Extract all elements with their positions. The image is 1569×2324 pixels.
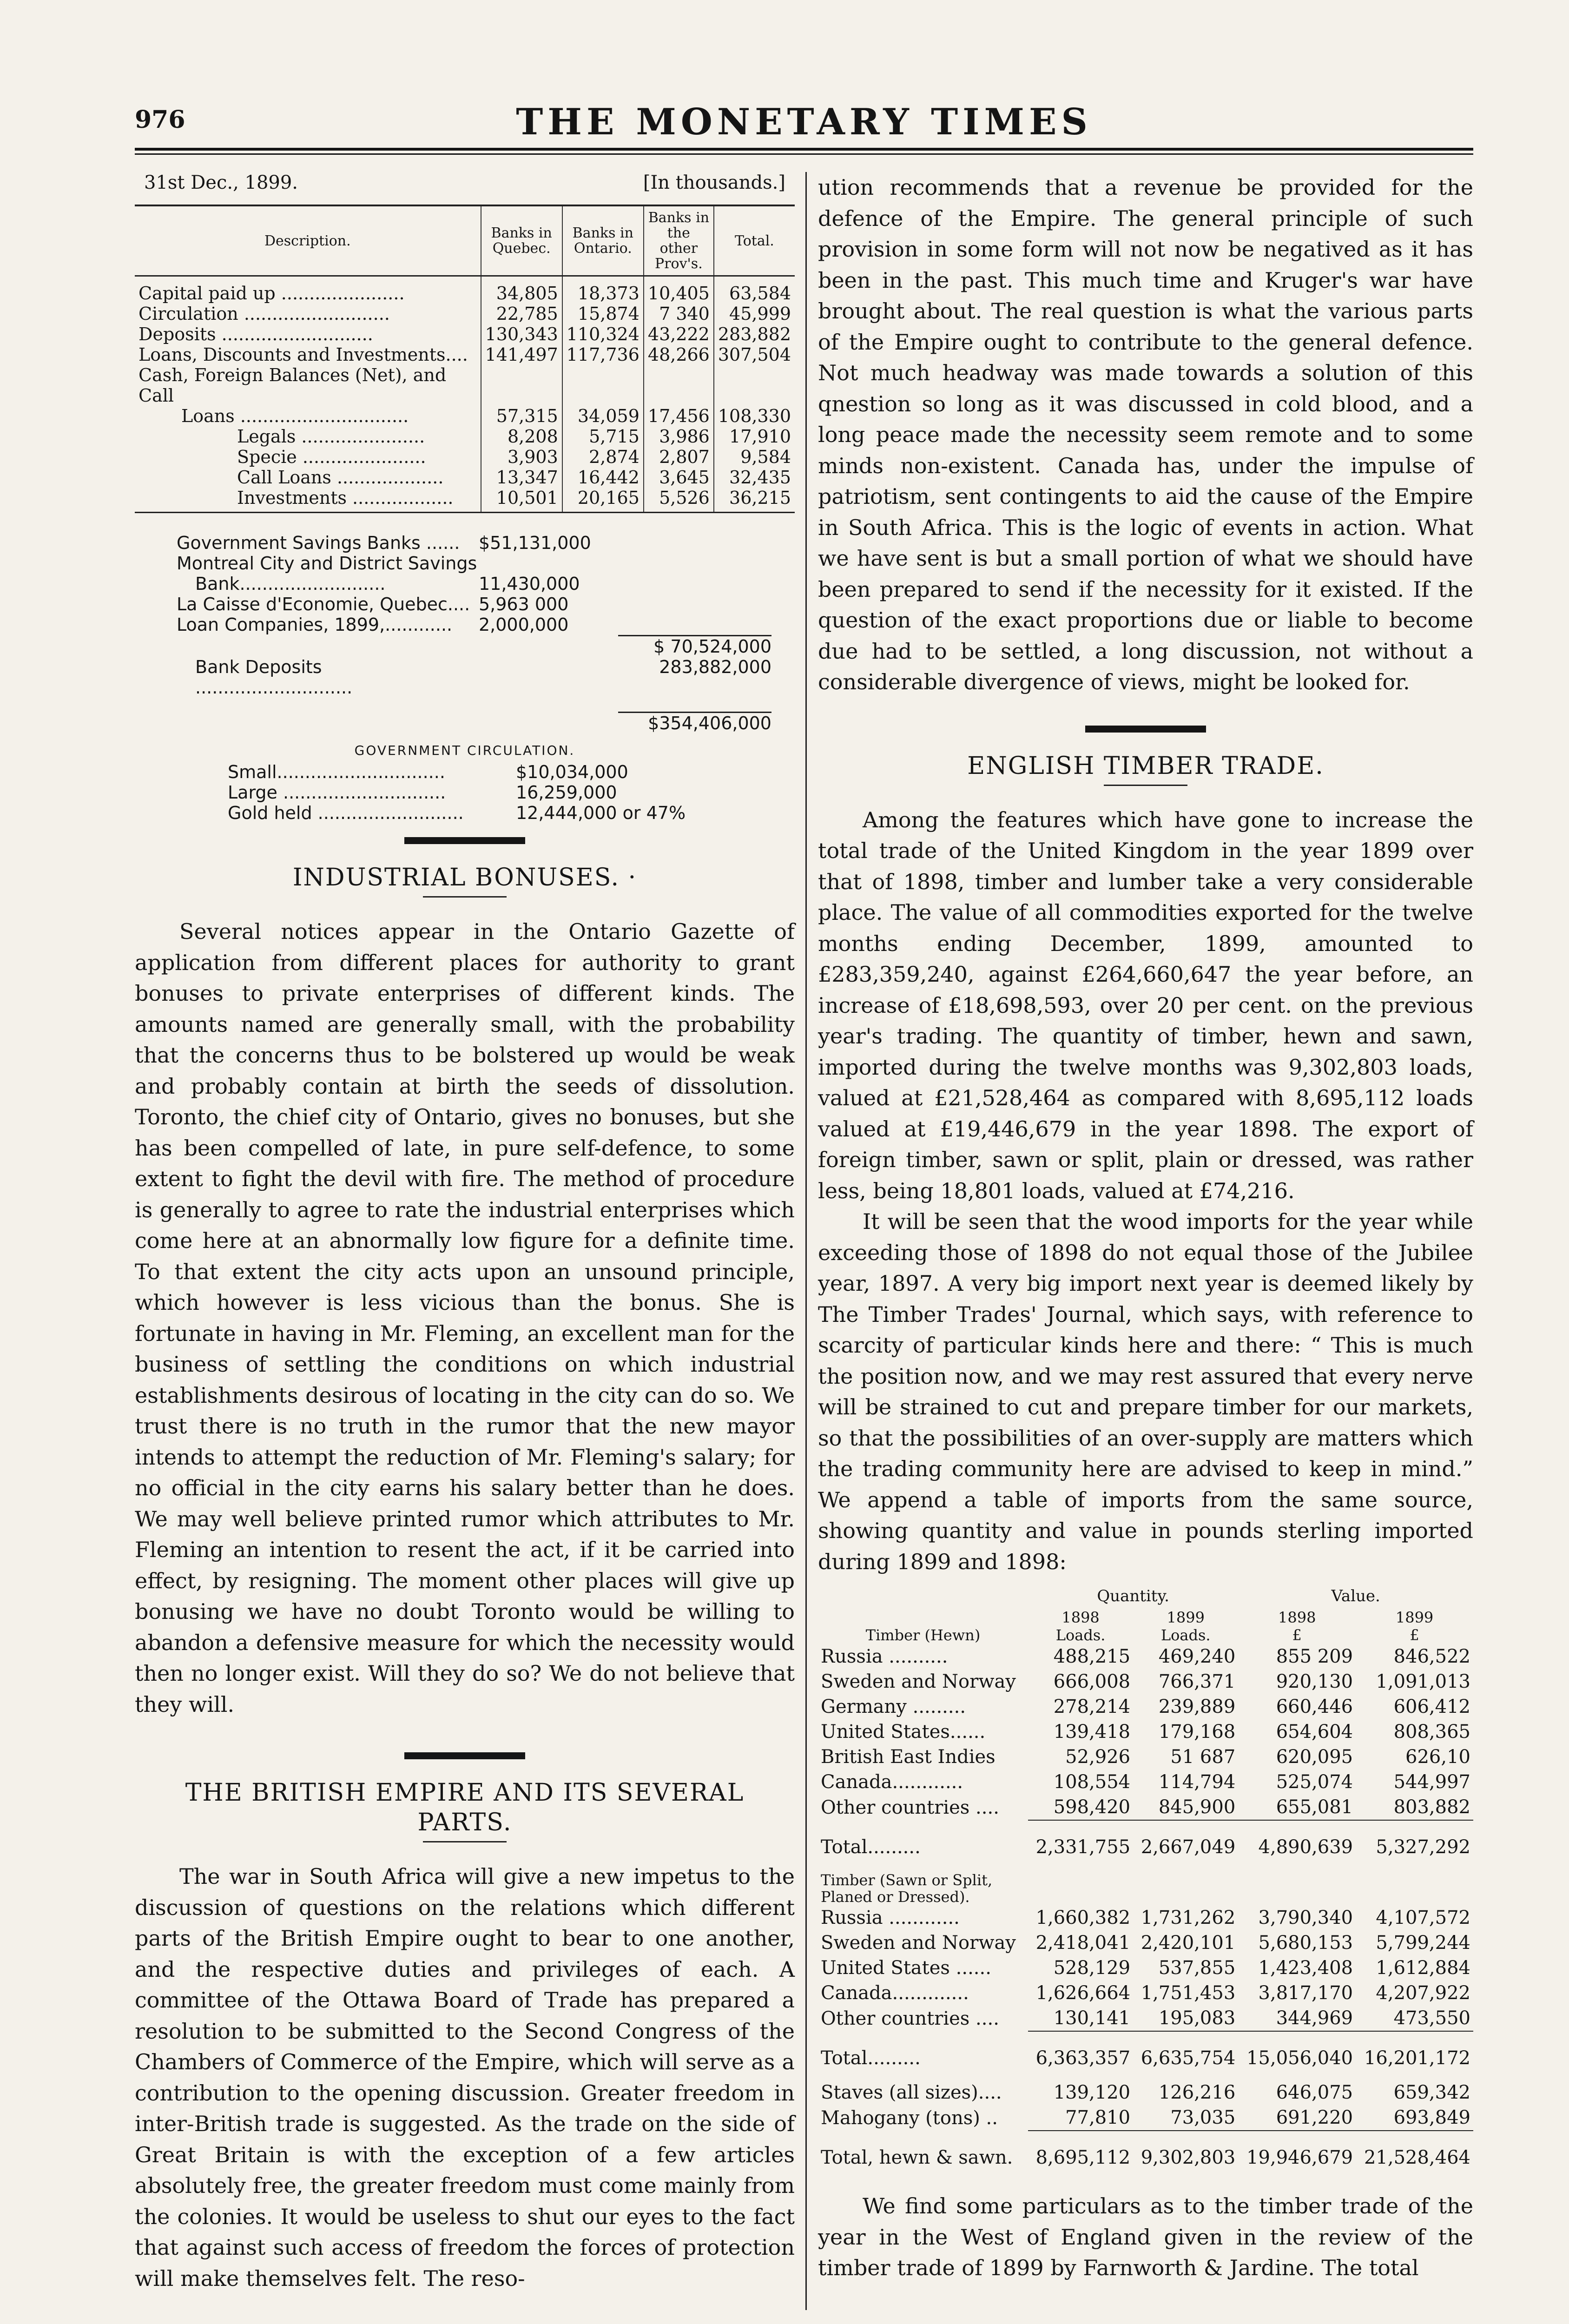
savings-value <box>479 635 618 657</box>
sawn-section-header <box>818 1869 1473 1905</box>
timber-units-row <box>818 1626 1473 1644</box>
timber-row-value: 855 209 <box>1276 1646 1353 1667</box>
savings-value: 5,963 000 <box>479 594 569 614</box>
savings-label: Bank.......................... <box>195 574 386 594</box>
timber-row-value: 139,120 <box>1053 2082 1131 2103</box>
savings-row <box>135 553 795 574</box>
section-rule <box>404 1752 525 1759</box>
timber-row-value: 528,129 <box>1053 1957 1131 1979</box>
other-timber-row <box>818 2105 1473 2131</box>
timber-row-value: 655,081 <box>1276 1796 1353 1818</box>
timber-row-value: 16,201,172 <box>1356 2031 1473 2080</box>
hewn-timber-row <box>818 1795 1473 1820</box>
timber-row-label: United States ...... <box>821 1957 991 1979</box>
row-value: 45,999 <box>714 304 795 324</box>
timber-row-label: United States...... <box>821 1721 986 1743</box>
section-rule <box>404 837 525 844</box>
sawn-timber-row <box>818 2006 1473 2031</box>
running-head: THE MONETARY TIMES <box>516 101 1092 143</box>
unit-pounds-1898: £ <box>1292 1626 1302 1644</box>
timber-row-value: 130,141 <box>1053 2007 1131 2029</box>
hewn-timber-row <box>818 1769 1473 1795</box>
row-value <box>714 365 795 406</box>
column-header-ontario: Banks in Ontario. <box>562 205 644 276</box>
row-value: 5,526 <box>644 488 714 513</box>
row-value <box>562 365 644 406</box>
row-value: 110,324 <box>562 324 644 344</box>
savings-label: Loan Companies, 1899,............ <box>177 614 453 635</box>
row-value: 34,805 <box>481 276 562 304</box>
row-description: Loans .............................. <box>181 406 409 426</box>
hewn-timber-row <box>818 1744 1473 1769</box>
hewn-timber-total-row <box>818 1820 1473 1869</box>
timber-row-value: 666,008 <box>1053 1671 1131 1692</box>
column-header-other-provinces: Banks in the other Prov's. <box>644 205 714 276</box>
timber-row-label: British East Indies <box>821 1746 995 1768</box>
industrial-bonuses-text: Several notices appear in the Ontario Gazette of application from different places for authority to grant bonuses to private enterprises of different kinds. The amounts named are generally small, with the probability that the concerns thus to be bolstered up would be weak and probably contain at birth the seeds of dissolution. Toronto, the chief city of Ontario, gives no bonuses, but she has been compelled of late, in pure self-defence, to some extent to fight the devil with fire. The method of procedure is generally to agree to rate the industrial enterprises which come here at an abnormally low figure for a definite time. To that extent the city acts upon an unsound principle, which however is less vicious than the bonus. She is fortunate in having in Mr. Fleming, an excellent man for the business of settling the conditions on which industrial establishments desirous of locating in the city can do so. We trust there is no truth in the rumor that the new mayor intends to attempt the reduction of Mr. Fleming's salary; for no official in the city earns his salary better than he does. We may well believe printed rumor which attributes to Mr. Fleming an intention to resent the act, if it be carried into effect, by resigning. The moment other places will give up bonusing we have no doubt Toronto would be willing to abandon a defensive measure for which the necessity would then no longer exist. Will they do so? We do not believe that they will. <box>135 919 795 1717</box>
row-description: Investments .................. <box>135 488 481 513</box>
value-group-label: Value. <box>1331 1587 1380 1605</box>
timber-row-value: 2,667,049 <box>1133 1820 1238 1869</box>
row-value: 5,715 <box>562 426 644 447</box>
bank-table-row <box>135 365 795 406</box>
savings-row <box>135 712 795 733</box>
timber-row-value: 15,056,040 <box>1238 2031 1356 2080</box>
sawn-timber-total-row <box>818 2031 1473 2080</box>
unit-loads-1898: Loads. <box>1055 1626 1106 1644</box>
timber-row-value: 3,790,340 <box>1258 1907 1353 1928</box>
british-empire-continued-text: ution recommends that a revenue be provided for the defence of the Empire. The general principle of such provision in some form will not now be negatived as it has been in the past. This much time and Kruger's war have brought about. The real question is what the various parts of the Empire ought to contribute to the general defence. Not much headway was made towards a solution of this qnestion so long as it was discussed in cold blood, and a long peace made the necessity seem remote and to some minds non-existent. Canada has, under the impulse of patriotism, sent contingents to aid the cause of the Empire in South Africa. This is the logic of events in action. What we have sent is but a small portion of what we should have been prepared to send if the necessity for it existed. If the question of the exact proportions due or liable to become due had to be settled, a long discussion, not without a considerable divergence of views, might be looked for. <box>818 175 1473 694</box>
column-header-description: Description. <box>135 205 481 276</box>
timber-row-value: 278,214 <box>1053 1696 1131 1717</box>
empty-cell <box>1238 1869 1356 1905</box>
empty-cell <box>1028 1869 1133 1905</box>
timber-row-value: 52,926 <box>1065 1746 1131 1768</box>
timber-row-value: 5,327,292 <box>1356 1820 1473 1869</box>
timber-row-value: 4,107,572 <box>1376 1907 1470 1928</box>
year-1898-quantity: 1898 <box>1061 1609 1100 1626</box>
title-underline <box>423 896 507 898</box>
savings-row <box>135 594 795 614</box>
timber-row-label: Canada............ <box>821 1771 963 1793</box>
timber-row-label: Canada............. <box>821 1982 969 2004</box>
savings-row <box>135 533 795 553</box>
timber-row-value: 239,889 <box>1158 1696 1236 1717</box>
row-value: 17,456 <box>644 406 714 426</box>
timber-row-value: 693,849 <box>1393 2107 1470 2128</box>
timber-row-value: 659,342 <box>1393 2082 1470 2103</box>
timber-row-value: 473,550 <box>1393 2007 1470 2029</box>
row-value: 36,215 <box>714 488 795 513</box>
timber-row-value: 606,412 <box>1393 1696 1470 1717</box>
timber-row-value: 691,220 <box>1276 2107 1353 2128</box>
column-header-total: Total. <box>714 205 795 276</box>
timber-row-value: 660,446 <box>1276 1696 1353 1717</box>
timber-row-label: Russia ............ <box>821 1907 960 1928</box>
government-circulation-row <box>135 803 795 823</box>
hewn-timber-row <box>818 1694 1473 1719</box>
timber-row-label: Total......... <box>821 1836 921 1858</box>
timber-group-header <box>818 1584 1473 1609</box>
header-rule-thin <box>135 153 1473 155</box>
right-column <box>818 172 1473 2284</box>
title-underline <box>423 1841 507 1842</box>
empty-cell <box>1356 1869 1473 1905</box>
savings-value <box>479 712 618 733</box>
savings-row <box>135 635 795 657</box>
savings-label <box>135 635 479 657</box>
timber-row-value: 1,751,453 <box>1140 1982 1236 2004</box>
timber-row-value: 626,10 <box>1405 1746 1470 1768</box>
government-circulation-row <box>135 782 795 803</box>
row-description: Call Loans ................... <box>237 467 444 488</box>
bank-statement-table <box>135 205 795 513</box>
year-1899-quantity: 1899 <box>1167 1609 1205 1626</box>
timber-row-label: Germany ......... <box>821 1696 966 1717</box>
timber-row-value: 4,207,922 <box>1376 1982 1470 2004</box>
timber-row-value: 469,240 <box>1158 1646 1236 1667</box>
page-number: 976 <box>135 106 185 134</box>
british-empire-text: The war in South Africa will give a new impetus to the discussion of questions on the relations which different parts of the British Empire ought to bear to one another, and the respective duties and privileges of each. A committee of the Ottawa Board of Trade has prepared a resolution to be submitted to the Second Congress of the Chambers of Commerce of the Empire, which will serve as a contribution to the opening discussion. Greater freedom in inter-British trade is suggested. As the trade on the side of Great Britain is with the exception of a few articles absolutely free, the greater freedom must come mainly from the colonies. It would be useless to shut our eyes to the fact that against such access of freedom the forces of protection will make themselves felt. The reso- <box>135 1864 795 2291</box>
timber-row-value: 73,035 <box>1170 2107 1236 2128</box>
timber-table-body <box>818 1584 1473 2179</box>
timber-row-label: Sweden and Norway <box>821 1671 1016 1692</box>
savings-total: $354,406,000 <box>618 712 771 733</box>
british-empire-title: THE BRITISH EMPIRE AND ITS SEVERAL PARTS. <box>185 1779 745 1836</box>
bank-table-row <box>135 447 795 467</box>
column-divider <box>805 172 807 2310</box>
row-value: 7 340 <box>644 304 714 324</box>
grand-total-row <box>818 2131 1473 2179</box>
row-value: 32,435 <box>714 467 795 488</box>
savings-value <box>479 553 618 574</box>
row-value: 3,645 <box>644 467 714 488</box>
hewn-timber-row <box>818 1669 1473 1694</box>
timber-row-label: Total, hewn & sawn. <box>821 2146 1013 2168</box>
government-circulation <box>135 762 795 823</box>
quantity-group-label: Quantity. <box>1097 1587 1169 1605</box>
bank-table-header-row <box>135 205 795 276</box>
row-value: 2,874 <box>562 447 644 467</box>
english-timber-trade-title: ENGLISH TIMBER TRADE. <box>967 752 1324 780</box>
row-value: 130,343 <box>481 324 562 344</box>
sawn-timber-row <box>818 1905 1473 1930</box>
bank-table-units: [In thousands.] <box>643 172 785 193</box>
savings-label: Bank Deposits ............................ <box>195 657 353 698</box>
timber-row-value: 5,680,153 <box>1258 1932 1353 1954</box>
timber-row-value: 598,420 <box>1053 1796 1131 1818</box>
section-rule <box>1085 726 1206 733</box>
savings-label: Montreal City and District Savings <box>177 553 477 574</box>
bank-table-row <box>135 426 795 447</box>
circulation-label: Small.............................. <box>228 762 445 782</box>
row-value: 10,501 <box>481 488 562 513</box>
savings-value: 2,000,000 <box>479 614 569 635</box>
timber-row-value: 126,216 <box>1158 2082 1236 2103</box>
timber-row-value: 139,418 <box>1053 1721 1131 1743</box>
timber-imports-table <box>818 1584 1473 2179</box>
timber-row-value: 620,095 <box>1276 1746 1353 1768</box>
savings-total <box>618 594 771 614</box>
savings-value: 11,430,000 <box>479 574 580 594</box>
bank-table-row <box>135 276 795 304</box>
timber-row-value: 1,626,664 <box>1035 1982 1131 2004</box>
timber-row-value: 646,075 <box>1276 2082 1353 2103</box>
savings-total <box>618 553 771 574</box>
other-timber-row <box>818 2080 1473 2105</box>
row-description: Loans, Discounts and Investments.... <box>138 344 468 365</box>
row-value: 43,222 <box>644 324 714 344</box>
row-description: Circulation .......................... <box>138 304 390 324</box>
timber-row-label: Other countries .... <box>821 1796 999 1818</box>
timber-row-value: 488,215 <box>1053 1646 1131 1667</box>
row-value: 9,584 <box>714 447 795 467</box>
left-column <box>135 172 795 2294</box>
bank-table-row <box>135 488 795 513</box>
row-value: 8,208 <box>481 426 562 447</box>
unit-loads-1899: Loads. <box>1160 1626 1211 1644</box>
timber-row-value: 766,371 <box>1158 1671 1236 1692</box>
row-value: 17,910 <box>714 426 795 447</box>
page-header <box>135 95 1473 142</box>
circulation-label: Gold held .......................... <box>228 803 464 823</box>
row-value: 10,405 <box>644 276 714 304</box>
savings-value <box>479 657 618 698</box>
row-value: 20,165 <box>562 488 644 513</box>
timber-row-value: 6,363,357 <box>1028 2031 1133 2080</box>
timber-row-value: 654,604 <box>1276 1721 1353 1743</box>
bank-table-row <box>135 406 795 426</box>
timber-years-row <box>818 1609 1473 1626</box>
savings-label: La Caisse d'Economie, Quebec.... <box>177 594 470 614</box>
row-value: 108,330 <box>714 406 795 426</box>
timber-row-value: 4,890,639 <box>1238 1820 1356 1869</box>
timber-row-value: 344,969 <box>1276 2007 1353 2029</box>
bank-table-row <box>135 344 795 365</box>
timber-row-value: 2,420,101 <box>1140 1932 1236 1954</box>
industrial-bonuses-title: INDUSTRIAL BONUSES. · <box>292 864 637 891</box>
bank-table-date: 31st Dec., 1899. <box>144 172 298 193</box>
sawn-section-label: Timber (Sawn or Split, Planed or Dressed). <box>821 1871 993 1906</box>
circulation-label: Large ............................. <box>228 782 446 803</box>
savings-summary <box>135 533 795 733</box>
row-value <box>481 365 562 406</box>
row-value: 15,874 <box>562 304 644 324</box>
bank-table-caption <box>135 172 795 205</box>
timber-row-value: 6,635,754 <box>1133 2031 1238 2080</box>
timber-paragraph-3: We find some particulars as to the timber trade of the year in the West of England given in the review of the timber trade of 1899 by Farnworth & Jardine. The total <box>818 2193 1473 2280</box>
header-rule <box>135 148 1473 151</box>
row-value: 2,807 <box>644 447 714 467</box>
timber-row-value: 51 687 <box>1170 1746 1236 1768</box>
savings-total: $ 70,524,000 <box>618 635 771 657</box>
timber-row-value: 1,612,884 <box>1376 1957 1470 1979</box>
row-value: 16,442 <box>562 467 644 488</box>
timber-row-value: 9,302,803 <box>1133 2131 1238 2179</box>
savings-total <box>618 574 771 594</box>
row-value: 13,347 <box>481 467 562 488</box>
row-value: 141,497 <box>481 344 562 365</box>
sawn-timber-row <box>818 1930 1473 1955</box>
column-header-quebec: Banks in Quebec. <box>481 205 562 276</box>
row-value: 3,986 <box>644 426 714 447</box>
savings-row <box>135 657 795 698</box>
timber-row-value: 1,660,382 <box>1035 1907 1131 1928</box>
timber-row-value: 920,130 <box>1276 1671 1353 1692</box>
savings-total <box>618 533 771 553</box>
timber-row-value: 179,168 <box>1158 1721 1236 1743</box>
timber-row-value: 195,083 <box>1158 2007 1236 2029</box>
timber-paragraph-2: It will be seen that the wood imports for the year while exceeding those of 1898 do not equal those of the Jubilee year, 1897. A very big import next year is deemed likely by The Timber Trades' Journal, which says, with reference to scarcity of particular kinds here and there: “ This is much the position now, and we may rest assured that every nerve will be strained to cut and prepare timber for our markets, so that the possibilities of an over-supply are matters which the trading community here are advised to keep in mind.” We append a table of imports from the same source, showing quantity and value in pounds sterling imported during 1899 and 1898: <box>818 1209 1473 1574</box>
timber-row-value: 21,528,464 <box>1356 2131 1473 2179</box>
savings-label <box>135 712 479 733</box>
timber-row-value: 544,997 <box>1393 1771 1470 1793</box>
timber-row-value: 108,554 <box>1053 1771 1131 1793</box>
row-value: 63,584 <box>714 276 795 304</box>
timber-row-value: 803,882 <box>1393 1796 1470 1818</box>
timber-row-value: 808,365 <box>1393 1721 1470 1743</box>
row-value: 283,882 <box>714 324 795 344</box>
bank-table-row <box>135 304 795 324</box>
title-underline <box>1104 785 1187 786</box>
row-value: 57,315 <box>481 406 562 426</box>
timber-paragraph-1: Among the features which have gone to increase the total trade of the United Kingdom in the year 1899 over that of 1898, timber and lumber take a very considerable place. The value of all commodities exported for the twelve months ending December, 1899, amounted to £283,359,240, against £264,660,647 the year before, an increase of £18,698,593, over 20 per cent. on the previous year's trading. The quantity of timber, hewn and sawn, imported during the twelve months was 9,302,803 loads, valued at £21,528,464 as compared with 8,695,112 loads valued at £19,446,679 in the year 1898. The export of foreign timber, sawn or split, plain or dressed, was rather less, being 18,801 loads, valued at £74,216. <box>818 807 1473 1203</box>
savings-row <box>135 614 795 635</box>
circulation-value: 16,259,000 <box>516 782 617 803</box>
row-description: Cash, Foreign Balances (Net), and Call <box>138 365 447 406</box>
sawn-timber-row <box>818 1955 1473 1981</box>
timber-row-value: 77,810 <box>1065 2107 1131 2128</box>
timber-row-label: Total......... <box>821 2047 921 2069</box>
row-description: Specie ...................... <box>237 447 426 467</box>
timber-row-label: Mahogany (tons) .. <box>821 2107 998 2129</box>
row-description: Capital paid up ...................... <box>138 283 405 304</box>
hewn-section-label: Timber (Hewn) <box>865 1626 981 1644</box>
savings-value: $51,131,000 <box>479 533 591 553</box>
government-circulation-title: GOVERNMENT CIRCULATION. <box>354 743 575 758</box>
bank-table-row <box>135 467 795 488</box>
savings-total: 283,882,000 <box>659 657 771 677</box>
timber-row-value: 537,855 <box>1158 1957 1236 1979</box>
savings-label: Government Savings Banks ...... <box>177 533 460 553</box>
timber-row-value: 846,522 <box>1393 1646 1470 1667</box>
row-value: 307,504 <box>714 344 795 365</box>
year-1899-value: 1899 <box>1395 1609 1434 1626</box>
sawn-timber-row <box>818 1981 1473 2006</box>
timber-row-value: 525,074 <box>1276 1771 1353 1793</box>
unit-pounds-1899: £ <box>1410 1626 1419 1644</box>
row-value: 48,266 <box>644 344 714 365</box>
row-description: Legals ...................... <box>237 426 425 447</box>
row-value: 117,736 <box>562 344 644 365</box>
bank-table-row <box>135 324 795 344</box>
empty-cell <box>1133 1869 1238 1905</box>
circulation-value: 12,444,000 or 47% <box>516 803 686 823</box>
timber-row-value: 8,695,112 <box>1028 2131 1133 2179</box>
bank-table-body <box>135 276 795 513</box>
timber-row-value: 114,794 <box>1158 1771 1236 1793</box>
year-1898-value: 1898 <box>1278 1609 1316 1626</box>
timber-row-value: 5,799,244 <box>1376 1932 1470 1954</box>
timber-row-label: Staves (all sizes).... <box>821 2082 1002 2103</box>
timber-row-value: 1,091,013 <box>1376 1671 1470 1692</box>
savings-row <box>135 574 795 594</box>
timber-row-value: 3,817,170 <box>1258 1982 1353 2004</box>
row-value <box>644 365 714 406</box>
savings-total <box>618 614 771 635</box>
government-circulation-row <box>135 762 795 782</box>
row-value: 18,373 <box>562 276 644 304</box>
timber-row-value: 1,423,408 <box>1258 1957 1353 1979</box>
timber-row-value: 845,900 <box>1158 1796 1236 1818</box>
circulation-value: $10,034,000 <box>516 762 628 782</box>
timber-row-label: Russia .......... <box>821 1646 948 1667</box>
hewn-timber-row <box>818 1719 1473 1744</box>
timber-row-label: Other countries .... <box>821 2007 999 2029</box>
timber-row-value: 1,731,262 <box>1140 1907 1236 1928</box>
row-description: Deposits ........................... <box>138 324 373 344</box>
timber-row-value: 19,946,679 <box>1238 2131 1356 2179</box>
timber-row-value: 2,331,755 <box>1028 1820 1133 1869</box>
hewn-timber-row <box>818 1644 1473 1669</box>
timber-row-value: 2,418,041 <box>1035 1932 1131 1954</box>
row-value: 22,785 <box>481 304 562 324</box>
timber-row-label: Sweden and Norway <box>821 1932 1016 1954</box>
row-value: 34,059 <box>562 406 644 426</box>
row-value: 3,903 <box>481 447 562 467</box>
